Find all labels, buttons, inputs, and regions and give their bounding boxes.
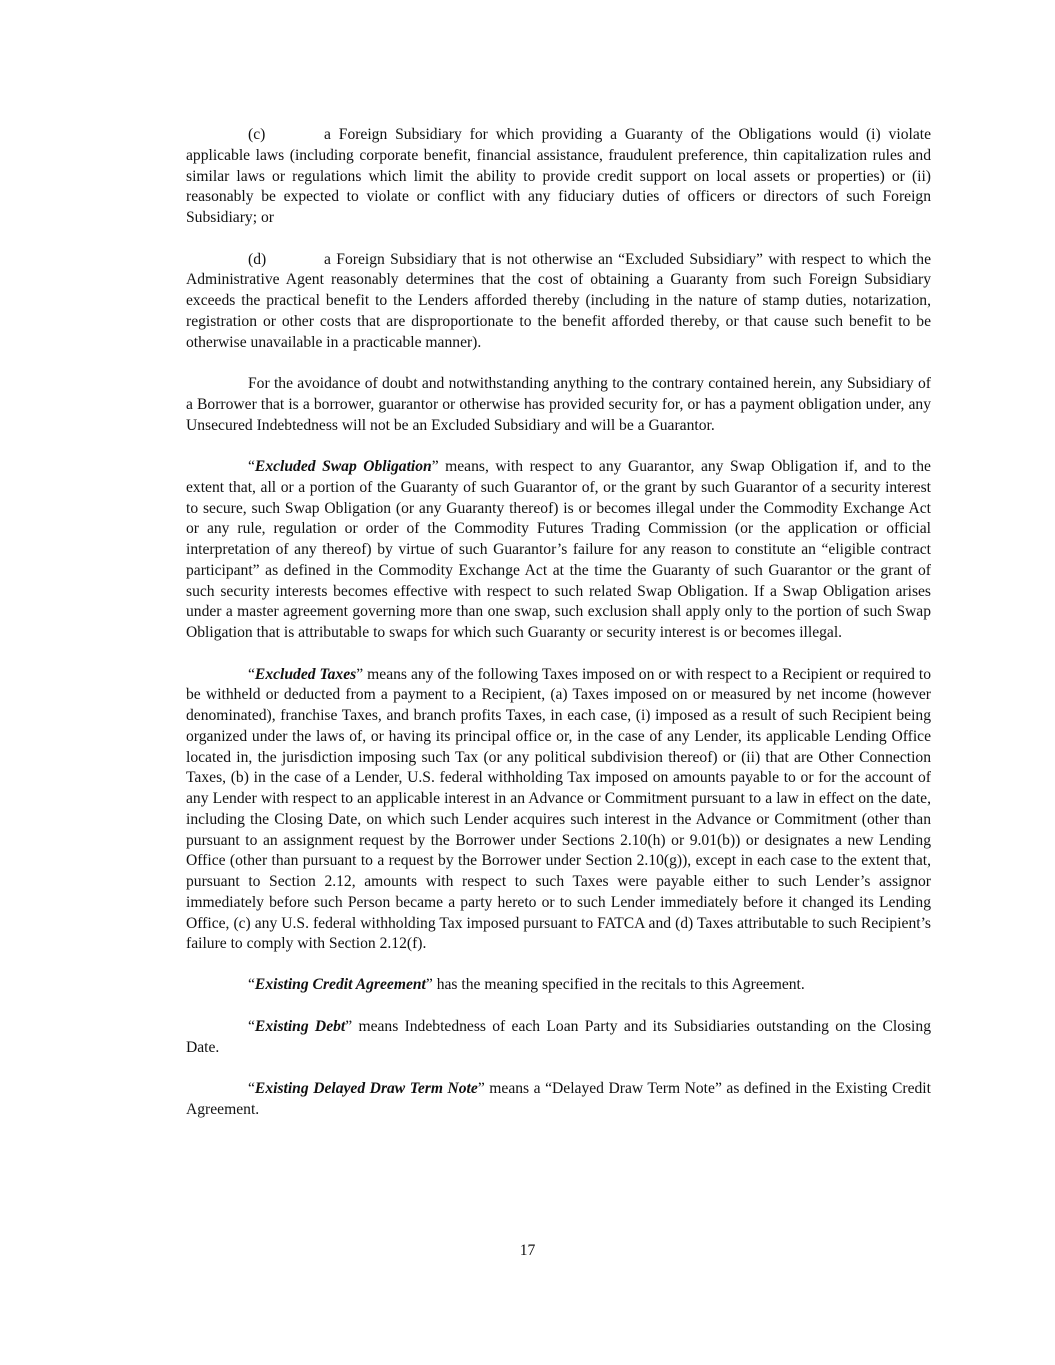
definition-open-quote: “ <box>248 1080 255 1097</box>
definition-excluded-taxes <box>186 665 931 956</box>
defined-term: Existing Credit Agreement <box>254 976 426 994</box>
defined-term: Excluded Swap Obligation <box>254 458 432 475</box>
defined-term: Excluded Taxes <box>254 665 357 683</box>
definition-body: means Indebtedness of each Loan Party and its Subsidiaries outstanding on the Closing Date. <box>186 1017 931 1056</box>
defined-term: Existing Debt <box>254 1017 346 1035</box>
definition-close-quote: ” <box>345 1017 353 1035</box>
definition-existing-debt <box>186 1017 931 1059</box>
clause-d-text: a Foreign Subsidiary that is not otherwise an “Excluded Subsidiary” with respect to which the Administrative Agent reasonably determines that the cost of obtaining a Guaranty from such Foreign Subsidiary exceeds the practical benefit to the Lenders afforded thereby (including in the nature of stamp duties, notarization, registration or other costs that are disproportionate to the benefit afforded thereby, or that cause such benefit to be otherwise unavailable in a practicable manner). <box>186 250 931 351</box>
definition-close-quote: ” <box>431 458 439 475</box>
clause-c <box>186 125 931 229</box>
clause-c-text: a Foreign Subsidiary for which providing a Guaranty of the Obligations would (i) violate applicable laws (including corporate benefit, financial assistance, fraudulent preference, thin capitalization rules and similar laws or regulations which limit the ability to provide credit support on local assets or properties) or (ii) reasonably be expected to violate or conflict with any fiduciary duties of officers or directors of such Foreign Subsidiary; or <box>186 126 931 226</box>
definition-close-quote: ” <box>477 1080 485 1097</box>
clause-d-marker: (d) <box>248 250 267 268</box>
page-number: 17 <box>519 1242 536 1259</box>
definition-open-quote: “ <box>248 665 255 683</box>
definition-body: means, with respect to any Guarantor, any Swap Obligation if, and to the extent that, all or a portion of the Guaranty of such Guarantor of, or the grant by such Guarantor of a security interest to secure, such Swap Obligation (or any Guaranty thereof) is or becomes illegal under the Commodity Exchange Act or any rule, regulation or order of the Commodity Futures Trading Commission (or the application or official interpretation of any thereof) by virtue of such Guarantor’s failure for any reason to constitute an “eligible contract participant” as defined in the Commodity Exchange Act at the time the Guaranty of such Guarantor or the grant of such security interests becomes effective with respect to such related Swap Obligation. If a Swap Obligation arises under a master agreement governing more than one swap, such exclusion shall apply only to the portion of such Swap Obligation that is attributable to swaps for which such Guaranty or security interest is or becomes illegal. <box>186 458 931 641</box>
document-page <box>186 125 931 1141</box>
definition-excluded-swap-obligation <box>186 457 931 644</box>
avoidance-of-doubt-paragraph: For the avoidance of doubt and notwithstanding anything to the contrary contained herein, any Subsidiary of a Borrower that is a borrower, guarantor or otherwise has provided security for, or has a payment obligation under, any Unsecured Indebtedness will not be an Excluded Subsidiary and will be a Guarantor. <box>186 375 931 434</box>
definition-open-quote: “ <box>248 458 255 475</box>
defined-term: Existing Delayed Draw Term Note <box>254 1080 478 1097</box>
definition-body: means a “Delayed Draw Term Note” as defined in the Existing Credit Agreement. <box>186 1080 931 1118</box>
definition-close-quote: ” <box>425 976 433 994</box>
definition-existing-credit-agreement <box>186 975 931 996</box>
definition-open-quote: “ <box>248 976 255 994</box>
clause-c-marker: (c) <box>248 126 266 143</box>
definition-close-quote: ” <box>356 665 364 683</box>
definition-body: means any of the following Taxes imposed on or with respect to a Recipient or required to be withheld or deducted from a payment to a Recipient, (a) Taxes imposed on or measured by net income (however denominated), franchise Taxes, and branch profits Taxes, in each case, (i) imposed as a result of such Recipient being organized under the laws of, or having its principal office or, in the case of any Lender, its applicable Lending Office located in, the jurisdiction imposing such Tax (or any political subdivision thereof) or (ii) that are Other Connection Taxes, (b) in the case of a Lender, U.S. federal withholding Tax imposed on amounts payable to or for the account of any Lender with respect to an applicable interest in an Advance or Commitment pursuant to a law in effect on the date, including the Closing Date, on which such Lender acquires such interest in the Advance or Commitment (other than pursuant to an assignment request by the Borrower under Sections 2.10(h) or 9.01(b)) or designates a new Lending Office (other than pursuant to a request by the Borrower under Section 2.10(g)), except in each case to the extent that, pursuant to Section 2.12, amounts with respect to such Taxes were payable either to such Lender’s assignor immediately before such Person became a party hereto or to such Lender immediately before it changed its Lending Office, (c) any U.S. federal withholding Tax imposed pursuant to FATCA and (d) Taxes attributable to such Recipient’s failure to comply with Section 2.12(f). <box>186 665 931 953</box>
definition-existing-delayed-draw-term-note <box>186 1079 931 1121</box>
definition-open-quote: “ <box>248 1017 255 1035</box>
definition-body: has the meaning specified in the recitals to this Agreement. <box>432 976 805 994</box>
clause-d <box>186 250 931 354</box>
